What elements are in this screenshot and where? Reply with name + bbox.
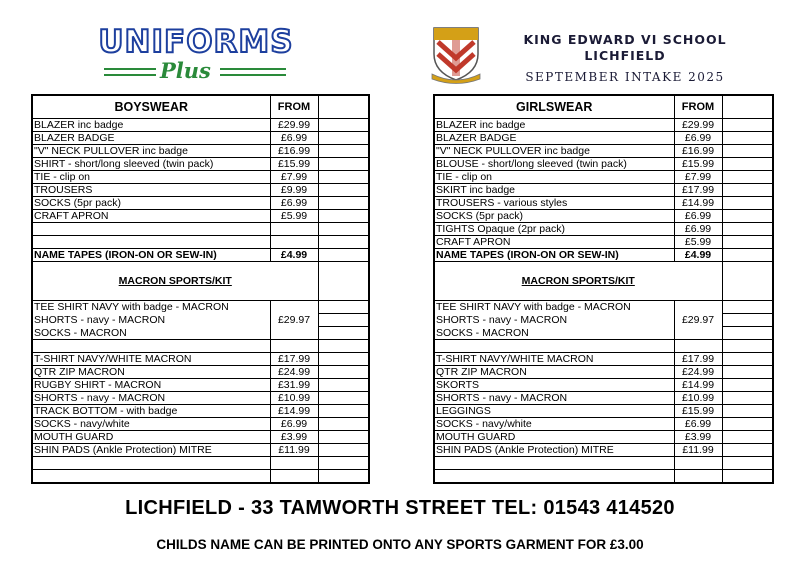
item-name: SHORTS - navy - MACRON (32, 392, 270, 405)
item-price: £7.99 (674, 171, 722, 184)
empty-cell (722, 223, 773, 236)
item-name: SOCKS - navy/white (32, 418, 270, 431)
item-price: £11.99 (270, 444, 318, 457)
name-tapes-label: NAME TAPES (IRON-ON OR SEW-IN) (434, 249, 674, 262)
item-price: £6.99 (674, 418, 722, 431)
item-name: T-SHIRT NAVY/WHITE MACRON (434, 353, 674, 366)
table-row (32, 431, 369, 444)
item-name (32, 223, 270, 236)
empty-cell (318, 132, 369, 145)
item-price: £15.99 (674, 158, 722, 171)
empty-cell (722, 184, 773, 197)
table-row (32, 119, 369, 132)
empty-cell (722, 405, 773, 418)
table-row (32, 210, 369, 223)
item-price: £24.99 (674, 366, 722, 379)
item-name: BLAZER inc badge (32, 119, 270, 132)
item-price: £29.99 (270, 119, 318, 132)
item-name: BLAZER BADGE (434, 132, 674, 145)
empty-cell (722, 327, 773, 340)
table-row (434, 223, 773, 236)
item-name: TROUSERS (32, 184, 270, 197)
table-row (434, 353, 773, 366)
table-row (32, 132, 369, 145)
section-title: BOYSWEAR (32, 95, 270, 119)
bundle-row (32, 314, 369, 327)
school-name-line1: KING EDWARD VI SCHOOL (523, 32, 727, 47)
table-row (32, 444, 369, 457)
empty-cell (318, 340, 369, 353)
item-name: MOUTH GUARD (434, 431, 674, 444)
empty-cell (318, 119, 369, 132)
empty-cell (722, 262, 773, 301)
table-row (434, 119, 773, 132)
item-name: SHORTS - navy - MACRON (434, 392, 674, 405)
table-row (434, 444, 773, 457)
shop-address: LICHFIELD - 33 TAMWORTH STREET TEL: 01543 414520 (125, 497, 675, 519)
item-name (32, 236, 270, 249)
item-price: £6.99 (674, 210, 722, 223)
empty-cell (722, 171, 773, 184)
item-name: CRAFT APRON (434, 236, 674, 249)
empty-cell (722, 392, 773, 405)
item-name: "V" NECK PULLOVER inc badge (434, 145, 674, 158)
item-price: £24.99 (270, 366, 318, 379)
table-row (32, 197, 369, 210)
table-row (32, 236, 369, 249)
item-name (32, 457, 270, 470)
empty-cell (318, 353, 369, 366)
item-name (434, 457, 674, 470)
empty-cell (318, 95, 369, 119)
table-row (434, 470, 773, 484)
bundle-row (32, 301, 369, 314)
item-name: MOUTH GUARD (32, 431, 270, 444)
table-row (32, 457, 369, 470)
item-price: £5.99 (674, 236, 722, 249)
empty-cell (674, 340, 722, 353)
empty-cell (722, 444, 773, 457)
name-tapes-price: £4.99 (674, 249, 722, 262)
item-price: £6.99 (674, 223, 722, 236)
item-price: £15.99 (270, 158, 318, 171)
item-price: £6.99 (674, 132, 722, 145)
empty-cell (722, 95, 773, 119)
logo-sub-text: Plus (160, 58, 211, 83)
empty-cell (318, 314, 369, 327)
empty-cell (270, 340, 318, 353)
item-price (674, 470, 722, 484)
sports-heading-row (32, 262, 369, 301)
bundle-row (32, 327, 369, 340)
item-name: "V" NECK PULLOVER inc badge (32, 145, 270, 158)
item-price: £31.99 (270, 379, 318, 392)
item-price: £6.99 (270, 132, 318, 145)
item-name: BLAZER BADGE (32, 132, 270, 145)
item-name: LEGGINGS (434, 405, 674, 418)
item-name: SKORTS (434, 379, 674, 392)
empty-cell (722, 158, 773, 171)
table-row (32, 418, 369, 431)
empty-cell (722, 301, 773, 314)
table-row (434, 236, 773, 249)
empty-cell (318, 197, 369, 210)
table-header (434, 95, 773, 119)
item-name: QTR ZIP MACRON (434, 366, 674, 379)
item-price (270, 223, 318, 236)
item-name: T-SHIRT NAVY/WHITE MACRON (32, 353, 270, 366)
item-name: TIE - clip on (32, 171, 270, 184)
girlswear-table (433, 94, 774, 484)
empty-cell (318, 301, 369, 314)
item-name: TIGHTS Opaque (2pr pack) (434, 223, 674, 236)
from-label: FROM (270, 95, 318, 119)
item-price: £16.99 (674, 145, 722, 158)
empty-cell (722, 457, 773, 470)
table-row (434, 418, 773, 431)
table-row (434, 457, 773, 470)
bundle-item: SHORTS - navy - MACRON (32, 314, 270, 327)
table-row (434, 366, 773, 379)
empty-cell (722, 145, 773, 158)
item-name: TRACK BOTTOM - with badge (32, 405, 270, 418)
empty-cell (318, 366, 369, 379)
table-header (32, 95, 369, 119)
printing-note: CHILDS NAME CAN BE PRINTED ONTO ANY SPORTS GARMENT FOR £3.00 (156, 537, 644, 552)
item-price: £6.99 (270, 197, 318, 210)
section-title: GIRLSWEAR (434, 95, 674, 119)
empty-cell (722, 431, 773, 444)
item-price (270, 457, 318, 470)
item-price: £3.99 (674, 431, 722, 444)
empty-cell (318, 210, 369, 223)
table-row (32, 392, 369, 405)
item-name: BLOUSE - short/long sleeved (twin pack) (434, 158, 674, 171)
intake-title: SEPTEMBER INTAKE 2025 (525, 70, 725, 84)
empty-cell (318, 145, 369, 158)
item-price: £6.99 (270, 418, 318, 431)
logo-line-left-top (104, 68, 156, 70)
bundle-row (434, 301, 773, 314)
logo-line-right-top (220, 68, 286, 70)
logo-main-text: UNIFORMS (98, 24, 294, 60)
empty-cell (318, 444, 369, 457)
table-row (32, 145, 369, 158)
bundle-row (434, 327, 773, 340)
school-name-line2: LICHFIELD (584, 48, 666, 63)
empty-cell (318, 392, 369, 405)
empty-cell (318, 249, 369, 262)
logo-line-left-bottom (104, 74, 156, 76)
item-price: £5.99 (270, 210, 318, 223)
empty-cell (722, 353, 773, 366)
name-tapes-price: £4.99 (270, 249, 318, 262)
school-crest-icon (430, 24, 482, 84)
empty-cell (722, 340, 773, 353)
name-tapes-label: NAME TAPES (IRON-ON OR SEW-IN) (32, 249, 270, 262)
item-price: £16.99 (270, 145, 318, 158)
item-price (674, 457, 722, 470)
empty-cell (318, 405, 369, 418)
table-row (32, 366, 369, 379)
item-price: £14.99 (270, 405, 318, 418)
empty-cell (318, 470, 369, 484)
empty-cell (434, 340, 674, 353)
item-name (32, 470, 270, 484)
bundle-item: SOCKS - MACRON (434, 327, 674, 340)
table-row (32, 223, 369, 236)
empty-cell (722, 119, 773, 132)
empty-cell (318, 457, 369, 470)
empty-cell (722, 366, 773, 379)
spacer-row (32, 340, 369, 353)
item-name: CRAFT APRON (32, 210, 270, 223)
table-row (434, 379, 773, 392)
empty-cell (722, 132, 773, 145)
item-price: £17.99 (270, 353, 318, 366)
bundle-item: SOCKS - MACRON (32, 327, 270, 340)
bundle-price: £29.97 (270, 301, 318, 340)
empty-cell (318, 327, 369, 340)
bundle-item: TEE SHIRT NAVY with badge - MACRON (32, 301, 270, 314)
empty-cell (318, 236, 369, 249)
item-name (434, 470, 674, 484)
item-price: £3.99 (270, 431, 318, 444)
table-row (434, 145, 773, 158)
item-name: SHIN PADS (Ankle Protection) MITRE (32, 444, 270, 457)
empty-cell (32, 340, 270, 353)
item-price (270, 236, 318, 249)
item-price: £11.99 (674, 444, 722, 457)
spacer-row (434, 340, 773, 353)
empty-cell (722, 210, 773, 223)
sports-heading-row (434, 262, 773, 301)
table-row (434, 431, 773, 444)
uniforms-plus-logo (98, 24, 294, 88)
table-row (434, 405, 773, 418)
item-name: TIE - clip on (434, 171, 674, 184)
sports-kit-title: MACRON SPORTS/KIT (32, 262, 318, 301)
item-price: £14.99 (674, 197, 722, 210)
item-name: QTR ZIP MACRON (32, 366, 270, 379)
from-label: FROM (674, 95, 722, 119)
item-name: SOCKS - navy/white (434, 418, 674, 431)
name-tapes-row (32, 249, 369, 262)
table-row (32, 158, 369, 171)
school-name (500, 32, 750, 64)
sports-kit-title: MACRON SPORTS/KIT (434, 262, 722, 301)
item-name: SOCKS (5pr pack) (32, 197, 270, 210)
empty-cell (318, 379, 369, 392)
item-price: £14.99 (674, 379, 722, 392)
bundle-price: £29.97 (674, 301, 722, 340)
table-row (32, 405, 369, 418)
table-row (434, 197, 773, 210)
empty-cell (318, 418, 369, 431)
table-row (434, 210, 773, 223)
item-price: £10.99 (674, 392, 722, 405)
item-name: RUGBY SHIRT - MACRON (32, 379, 270, 392)
item-price: £7.99 (270, 171, 318, 184)
item-price (270, 470, 318, 484)
empty-cell (722, 197, 773, 210)
table-row (434, 132, 773, 145)
item-name: SKIRT inc badge (434, 184, 674, 197)
item-price: £10.99 (270, 392, 318, 405)
empty-cell (722, 418, 773, 431)
empty-cell (722, 470, 773, 484)
table-row (32, 470, 369, 484)
table-row (434, 158, 773, 171)
item-price: £17.99 (674, 353, 722, 366)
empty-cell (318, 171, 369, 184)
item-name: SHIRT - short/long sleeved (twin pack) (32, 158, 270, 171)
table-row (32, 353, 369, 366)
item-name: SHIN PADS (Ankle Protection) MITRE (434, 444, 674, 457)
bundle-row (434, 314, 773, 327)
table-row (434, 184, 773, 197)
table-row (32, 171, 369, 184)
table-row (434, 392, 773, 405)
item-price: £15.99 (674, 405, 722, 418)
empty-cell (318, 158, 369, 171)
empty-cell (722, 314, 773, 327)
empty-cell (722, 236, 773, 249)
table-row (32, 184, 369, 197)
item-name: SOCKS (5pr pack) (434, 210, 674, 223)
empty-cell (318, 184, 369, 197)
item-price: £17.99 (674, 184, 722, 197)
bundle-item: SHORTS - navy - MACRON (434, 314, 674, 327)
item-price: £29.99 (674, 119, 722, 132)
empty-cell (318, 223, 369, 236)
bundle-item: TEE SHIRT NAVY with badge - MACRON (434, 301, 674, 314)
item-price: £9.99 (270, 184, 318, 197)
boyswear-table (31, 94, 370, 484)
item-name: TROUSERS - various styles (434, 197, 674, 210)
empty-cell (722, 379, 773, 392)
table-row (32, 379, 369, 392)
empty-cell (318, 262, 369, 301)
logo-line-right-bottom (220, 74, 286, 76)
empty-cell (318, 431, 369, 444)
item-name: BLAZER inc badge (434, 119, 674, 132)
table-row (434, 171, 773, 184)
name-tapes-row (434, 249, 773, 262)
empty-cell (722, 249, 773, 262)
